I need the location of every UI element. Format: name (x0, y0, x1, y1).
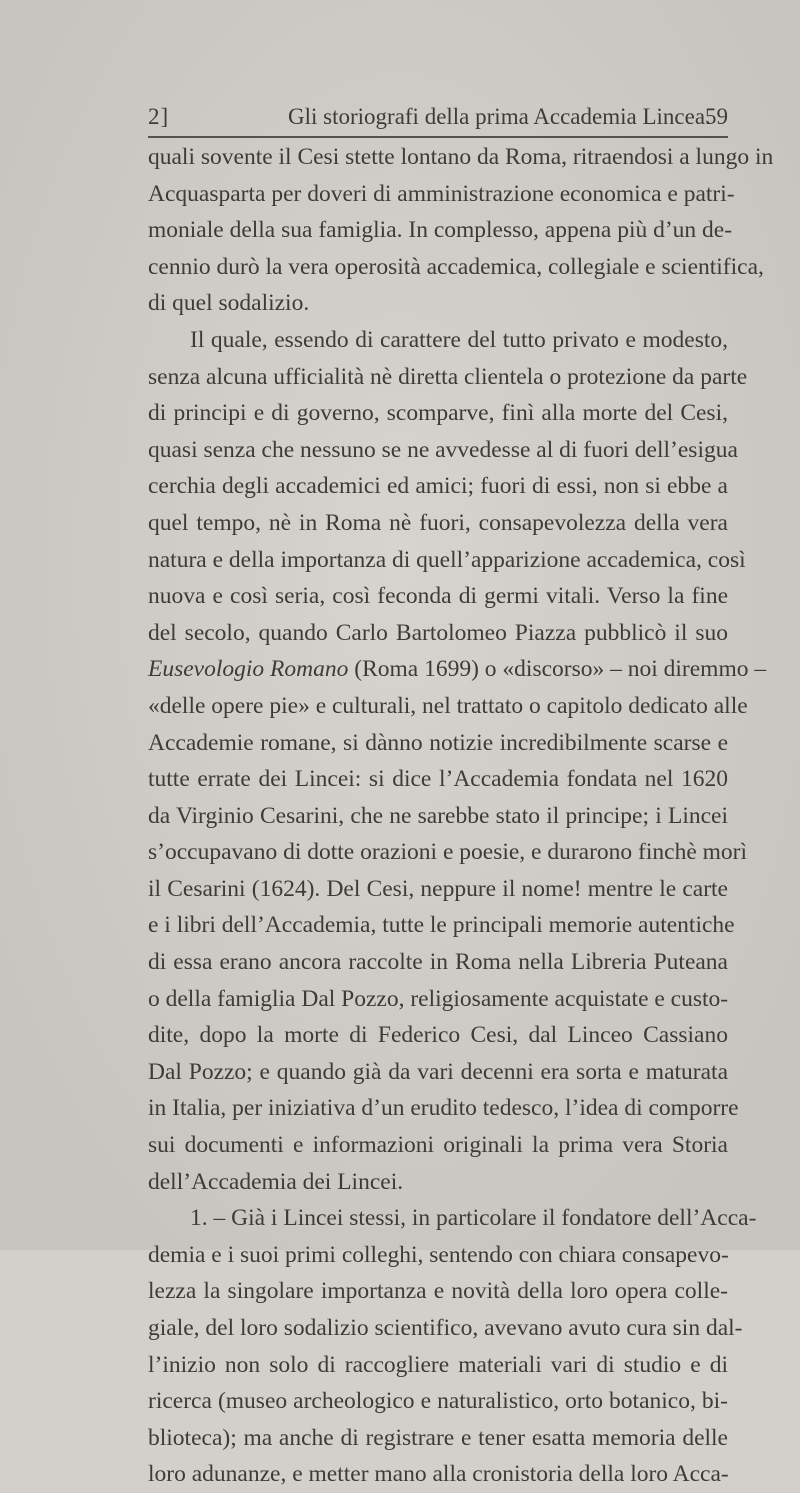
text-line: e i libri dell’Accademia, tutte le principali memorie autentiche (148, 912, 735, 939)
text-line-rest: (Roma 1699) o «discorso» – noi diremmo – (354, 656, 767, 683)
text-line: in Italia, per iniziativa d’un erudito tedesco, l’idea di comporre (148, 1095, 739, 1122)
text-line: cennio durò la vera operosità accademica, collegiale e scientifica, (148, 253, 764, 280)
text-line: giale, del loro sodalizio scientifico, avevano avuto cura sin dal- (148, 1315, 743, 1341)
text-line: nuova e così seria, così feconda di germi vitali. Verso la fine (148, 583, 728, 610)
text-line: tutte errate dei Lincei: si dice l’Accademia fondata nel 1620 (148, 766, 728, 793)
text-line: Il quale, essendo di carattere del tutto privato e modesto, (190, 326, 728, 353)
text-line: lezza la singolare importanza e novità della loro opera colle- (148, 1278, 728, 1305)
text-line: natura e della importanza di quell’apparizione accademica, così (148, 546, 746, 573)
text-line: demia e i suoi primi colleghi, sentendo con chiara consapevo- (148, 1241, 729, 1268)
running-header (148, 100, 728, 134)
text-line: quali sovente il Cesi stette lontano da Roma, ritraendosi a lungo in (148, 144, 774, 170)
text-line: senza alcuna ufficialità nè diretta clientela o protezione da parte (148, 363, 748, 390)
page-number: 59 (705, 104, 728, 129)
text-line: sui documenti e informazioni originali la prima vera Storia (148, 1132, 728, 1159)
text-line: cerchia degli accademici ed amici; fuori di essi, non si ebbe a (148, 473, 728, 500)
text-line: di essa erano ancora raccolte in Roma nella Libreria Puteana (148, 949, 728, 976)
text-line: di principi e di governo, scomparve, finì alla morte del Cesi, (148, 400, 728, 427)
text-line: loro adunanze, e metter mano alla cronistoria della loro Acca- (148, 1461, 729, 1488)
text-line: Dal Pozzo; e quando già da vari decenni era sorta e maturata (148, 1058, 728, 1085)
text-line: 1. – Già i Lincei stessi, in particolare il fondatore dell’Acca- (190, 1205, 757, 1232)
text-line: Acquasparta per doveri di amministrazione economica e patri- (148, 180, 735, 207)
text-line: «delle opere pie» e culturali, nel trattato o capitolo dedicato alle (148, 692, 748, 719)
text-line: ricerca (museo archeologico e naturalistico, orto botanico, bi- (148, 1388, 728, 1415)
text-line: l’inizio non solo di raccogliere materiali vari di studio e di (148, 1351, 728, 1378)
text-line: blioteca); ma anche di registrare e tener esatta memoria delle (148, 1424, 728, 1451)
book-title: Eusevologio Romano (148, 656, 349, 683)
text-line: di quel sodalizio. (148, 290, 310, 317)
text-line: del secolo, quando Carlo Bartolomeo Piazza pubblicò il suo (148, 619, 728, 646)
text-line: quel tempo, nè in Roma nè fuori, consapevolezza della vera (148, 509, 728, 536)
text-line: dite, dopo la morte di Federico Cesi, dal Linceo Cassiano (148, 1022, 728, 1049)
text-line: da Virginio Cesarini, che ne sarebbe stato il principe; i Lincei (148, 802, 728, 829)
text-line: quasi senza che nessuno se ne avvedesse al di fuori dell’esigua (148, 436, 738, 463)
text-line: Accademie romane, si dànno notizie incredibilmente scarse e (148, 729, 728, 756)
running-title: Gli storiografi della prima Accademia Lincea. (288, 104, 711, 129)
text-line: s’occupavano di dotte orazioni e poesie, e durarono finchè morì (148, 839, 748, 866)
text-line: moniale della sua famiglia. In complesso, appena più d’un de- (148, 217, 733, 244)
header-rule (148, 136, 728, 138)
section-number: 2] (148, 104, 170, 129)
text-line: dell’Accademia dei Lincei. (148, 1168, 404, 1195)
text-line (148, 651, 767, 688)
text-line: o della famiglia Dal Pozzo, religiosamente acquistate e custo- (148, 985, 729, 1012)
body-text (148, 139, 774, 1493)
text-line: il Cesarini (1624). Del Cesi, neppure il nome! mentre le carte (148, 875, 728, 902)
